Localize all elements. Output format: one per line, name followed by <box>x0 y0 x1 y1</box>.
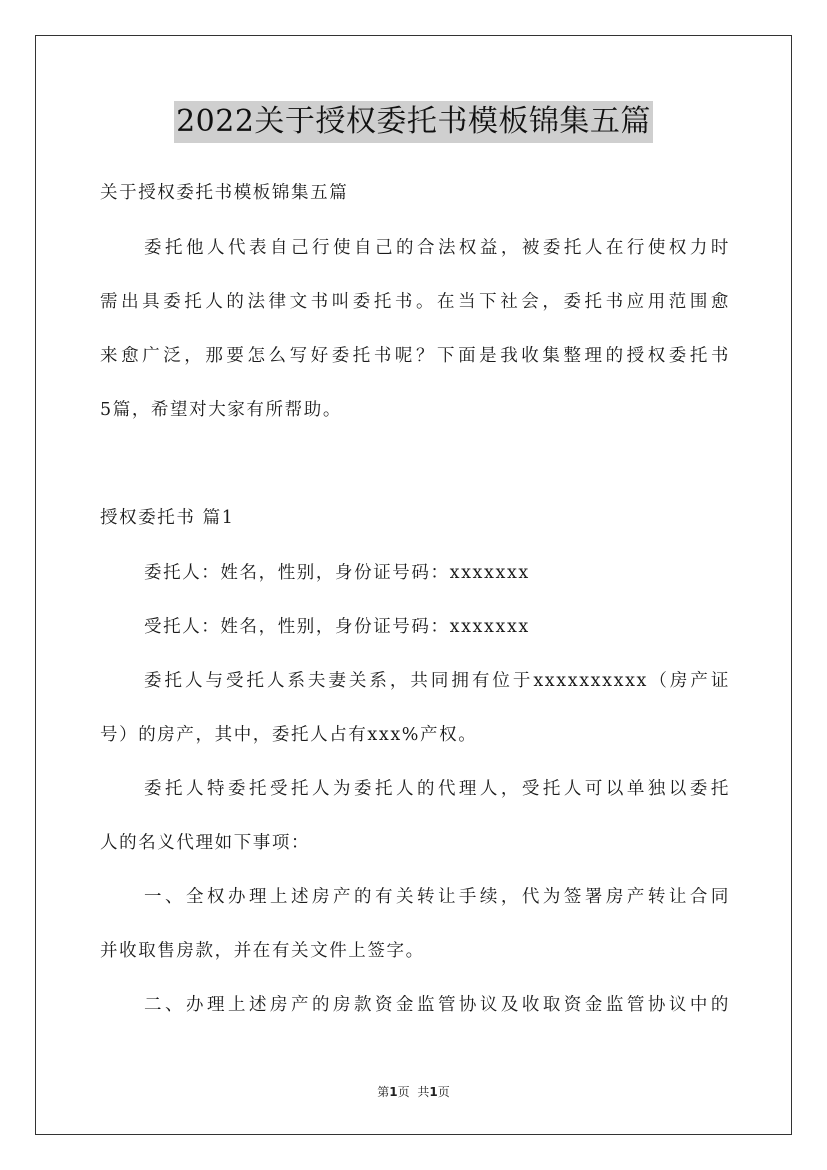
footer-total-prefix: 共 <box>417 1085 430 1099</box>
intro-line-3: 来愈广泛，那要怎么写好委托书呢？下面是我收集整理的授权委托书 <box>100 346 730 366</box>
page-footer <box>0 1083 827 1100</box>
footer-page-prefix: 第 <box>377 1085 390 1099</box>
body-line-8: 并收取售房款，并在有关文件上签字。 <box>100 941 425 961</box>
body-line-6: 人的名义代理如下事项： <box>100 833 311 853</box>
body-line-9: 二、办理上述房产的房款资金监管协议及收取资金监管协议中的 <box>144 995 730 1015</box>
body-line-7: 一、全权办理上述房产的有关转让手续，代为签署房产转让合同 <box>144 887 730 907</box>
footer-total-suffix: 页 <box>437 1085 450 1099</box>
document-title: 2022关于授权委托书模板锦集五篇 <box>174 101 653 143</box>
body-line-4: 号）的房产，其中，委托人占有xxx%产权。 <box>100 725 478 745</box>
section-heading: 授权委托书 篇1 <box>100 508 235 528</box>
intro-line-1: 委托他人代表自己行使自己的合法权益，被委托人在行使权力时 <box>144 238 730 258</box>
intro-line-4: 5篇，希望对大家有所帮助。 <box>100 400 342 420</box>
footer-page-number: 1 <box>389 1085 398 1099</box>
title-container <box>0 101 827 143</box>
intro-line-2: 需出具委托人的法律文书叫委托书。在当下社会，委托书应用范围愈 <box>100 292 730 312</box>
body-line-3: 委托人与受托人系夫妻关系，共同拥有位于xxxxxxxxxx（房产证 <box>144 671 730 691</box>
body-line-5: 委托人特委托受托人为委托人的代理人，受托人可以单独以委托 <box>144 779 730 799</box>
body-line-2: 受托人：姓名，性别，身份证号码：xxxxxxx <box>144 617 530 637</box>
body-line-1: 委托人：姓名，性别，身份证号码：xxxxxxx <box>144 563 530 583</box>
document-subtitle: 关于授权委托书模板锦集五篇 <box>100 183 349 203</box>
footer-page-suffix: 页 <box>397 1085 410 1099</box>
footer-total-pages: 1 <box>429 1085 438 1099</box>
